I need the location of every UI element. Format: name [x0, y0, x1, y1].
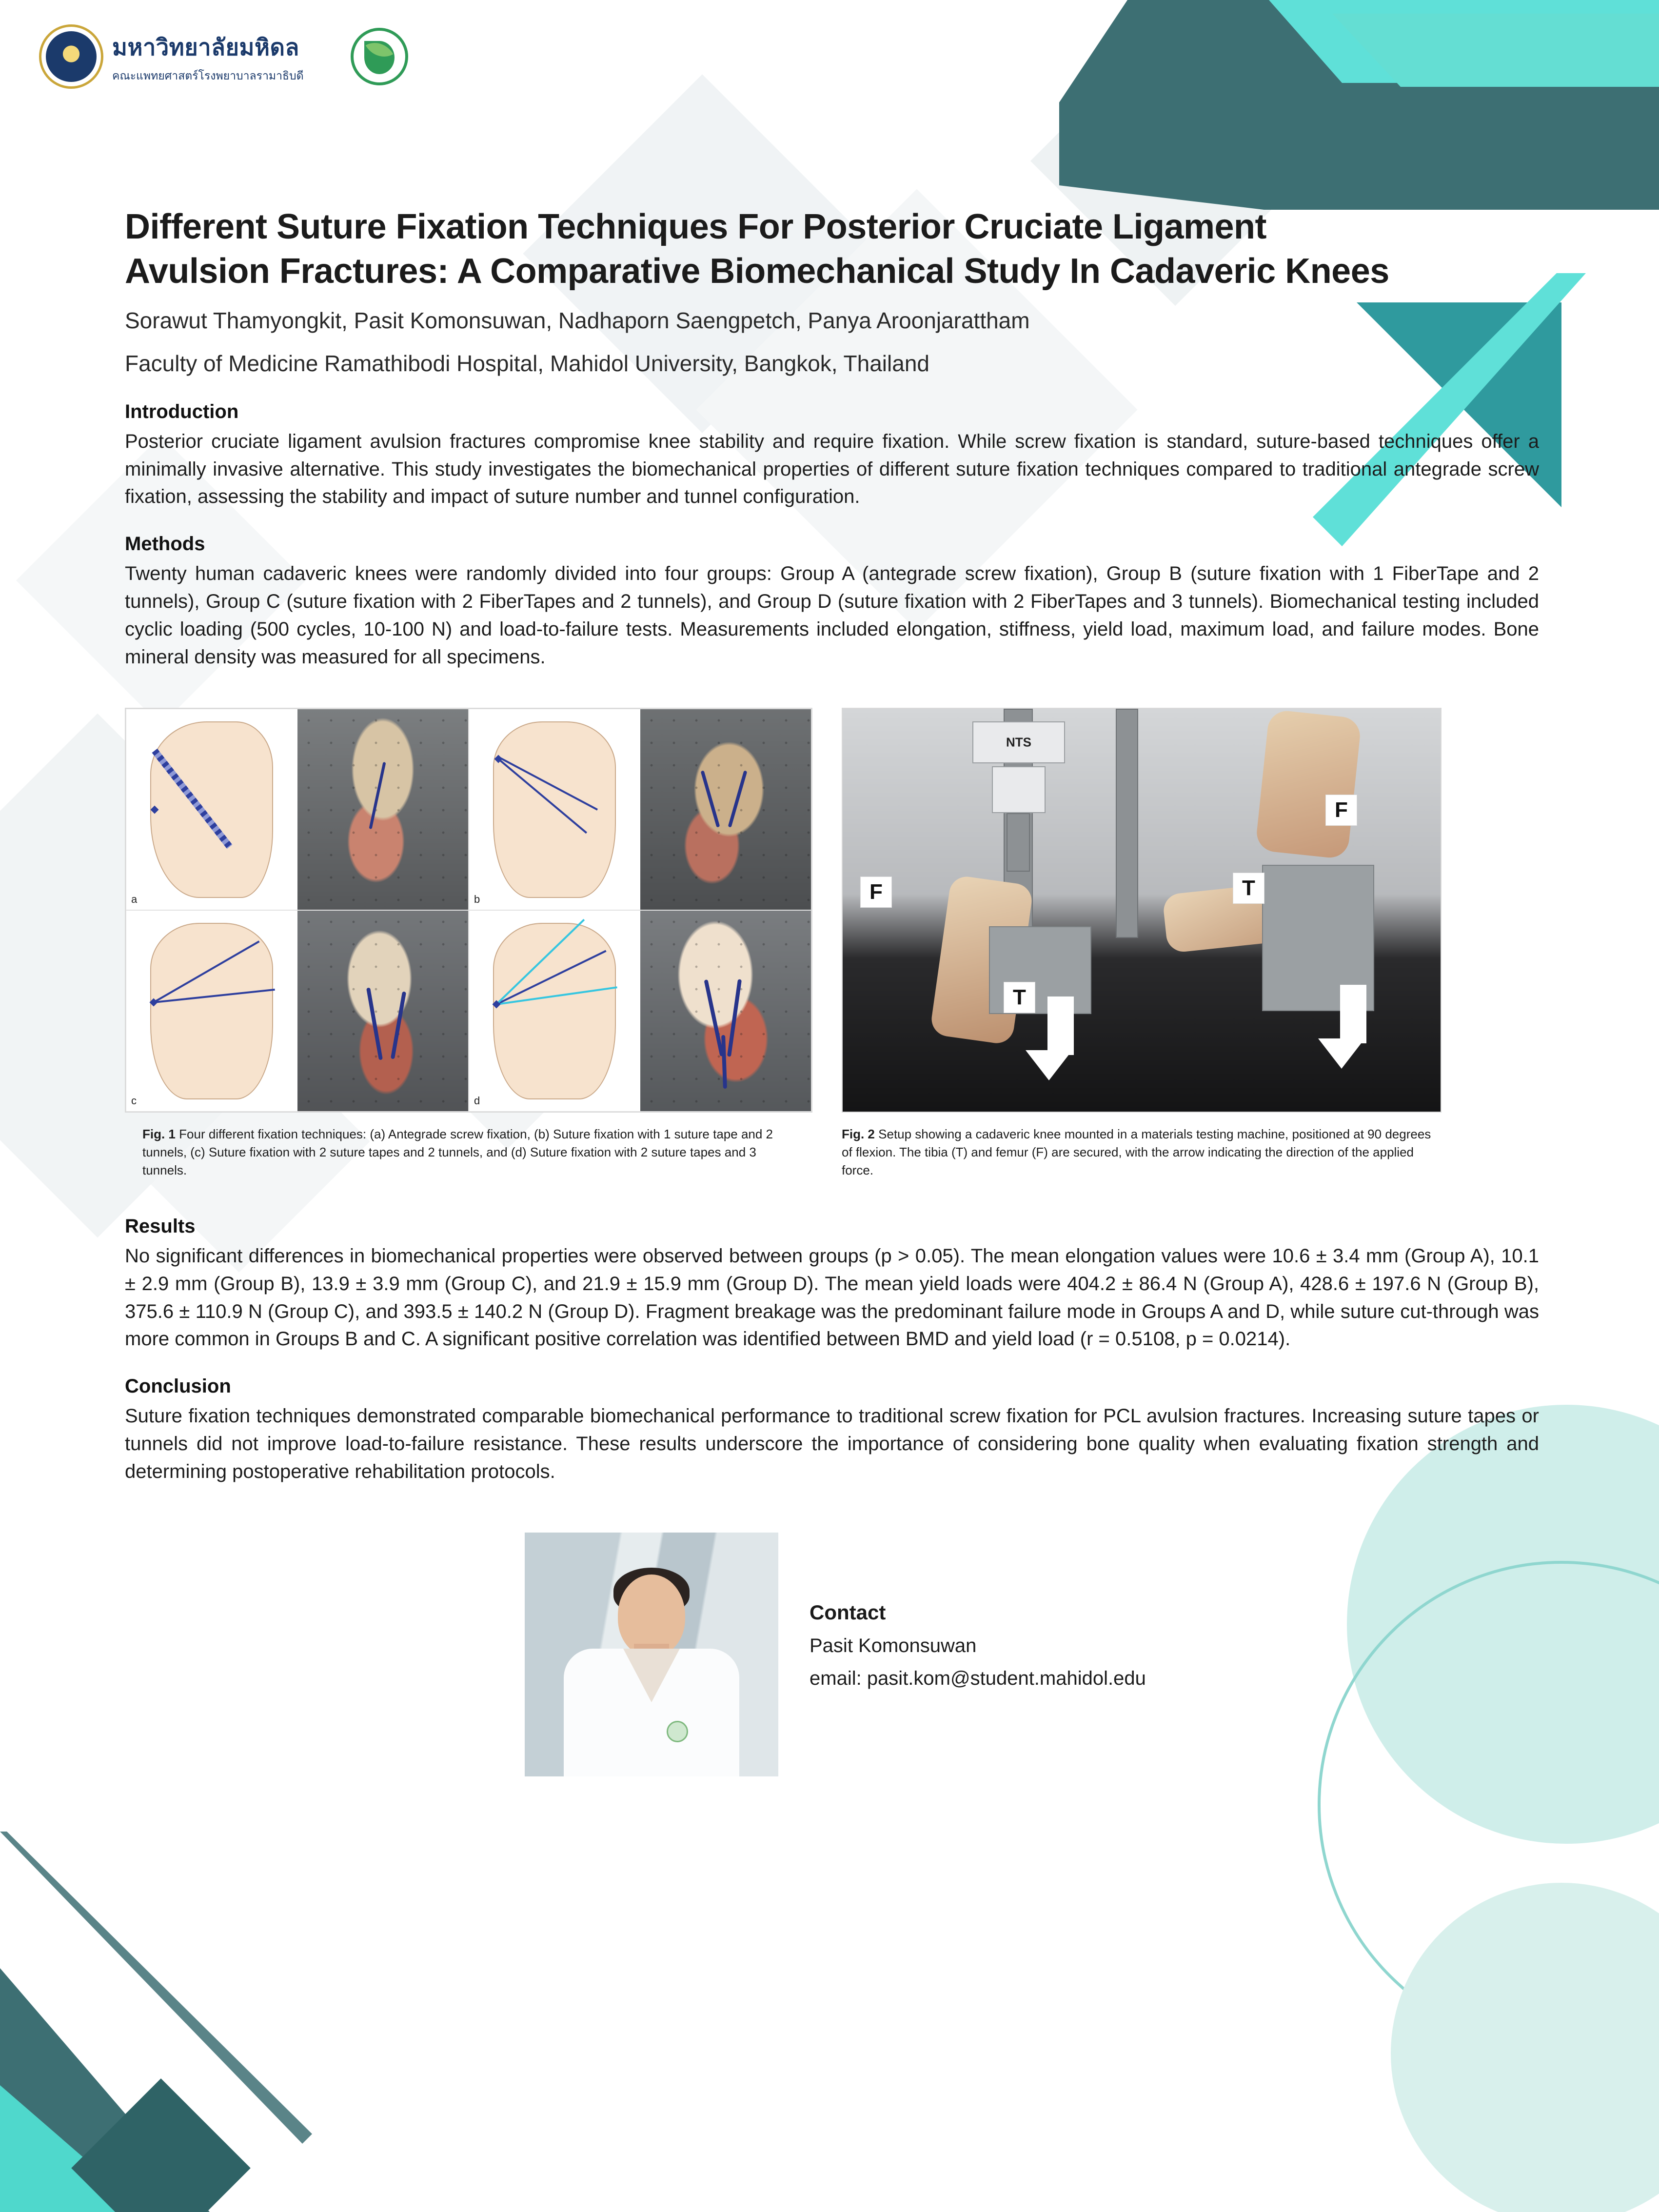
figure-2-caption-text: Setup showing a cadaveric knee mounted in a materials testing machine, positioned at 90 degrees of flexion. The tibia (T) and femur (F) are secured, with the arrow indicating the direction of the applied force.	[842, 1127, 1431, 1178]
panel-a-diagram	[126, 709, 297, 910]
figure-1-image	[125, 708, 812, 1113]
contact-section	[125, 1533, 1539, 1776]
logo-row	[39, 24, 408, 89]
figure-1-container	[125, 708, 812, 1179]
university-wordmark	[112, 29, 304, 85]
contact-name: Pasit Komonsuwan	[810, 1634, 977, 1656]
panel-c-diagram	[126, 911, 297, 1111]
results-heading: Results	[125, 1216, 196, 1237]
section-methods	[125, 533, 1539, 671]
figure-1-panel-c	[126, 910, 469, 1112]
force-arrow-right-head	[1318, 1038, 1365, 1069]
contact-email[interactable]: email: pasit.kom@student.mahidol.edu	[810, 1667, 1146, 1689]
testing-machine-column-2	[1116, 709, 1138, 938]
faculty-name-th: คณะแพทยศาสตร์โรงพยาบาลรามาธิบดี	[112, 69, 304, 82]
author-portrait	[525, 1533, 778, 1776]
panel-b-diagram	[469, 709, 640, 910]
figure-2-label: Fig. 2	[842, 1127, 875, 1142]
figure-1-panel-b	[469, 709, 811, 910]
figure-1-label: Fig. 1	[142, 1127, 176, 1142]
author-list: Sorawut Thamyongkit, Pasit Komonsuwan, Nadhaporn Saengpetch, Panya Aroonjarattham	[125, 308, 1030, 334]
tibia-tag-t-right: T	[1233, 873, 1264, 904]
university-name-th: มหาวิทยาลัยมหิดล	[112, 34, 299, 60]
panel-b-label: b	[474, 893, 480, 906]
figure-row	[125, 708, 1539, 1179]
femur-specimen	[1255, 709, 1362, 859]
force-arrow-left-shaft	[1047, 996, 1074, 1055]
panel-a-label: a	[131, 893, 138, 906]
coat-logo-icon	[667, 1721, 688, 1742]
section-results	[125, 1216, 1539, 1353]
figure-1-panel-a	[126, 709, 469, 910]
results-text: No significant differences in biomechanical properties were observed between groups (p > 0.05). The mean elongation values were 10.6 ± 3.4 mm (Group A), 10.1 ± 2.9 mm (Group B), 13.9 ± 3.9 mm (Group C), and 21.9 ± 15.9 mm (Group D). The mean yield loads were 404.2 ± 86.4 N (Group A), 428.6 ± 197.6 N (Group B), 375.6 ± 110.9 N (Group C), and 393.5 ± 140.2 N (Group D). Fragment breakage was the predominant failure mode in Groups A and D, while suture cut-through was more common in Groups B and C. A significant positive correlation was identified between BMD and yield load (r = 0.5108, p = 0.0214).	[125, 1245, 1539, 1350]
affiliation: Faculty of Medicine Ramathibodi Hospital, Mahidol University, Bangkok, Thailand	[125, 350, 929, 376]
contact-details	[810, 1533, 1146, 1700]
panel-b-photo	[640, 709, 811, 910]
femur-tag-f-right: F	[1325, 795, 1357, 826]
figure-2-caption	[842, 1125, 1442, 1179]
methods-heading: Methods	[125, 533, 205, 555]
force-arrow-left-head	[1026, 1050, 1072, 1080]
introduction-heading: Introduction	[125, 400, 239, 422]
poster-body	[125, 205, 1539, 1776]
panel-c-photo	[297, 911, 469, 1111]
section-conclusion	[125, 1375, 1539, 1485]
panel-a-photo	[297, 709, 469, 910]
figure-2-container	[842, 708, 1442, 1179]
figure-2-image	[842, 708, 1442, 1113]
contact-heading: Contact	[810, 1600, 886, 1624]
figure-1-caption	[125, 1125, 798, 1179]
actuator-rod	[1007, 813, 1030, 872]
femur-tag-f-left: F	[860, 877, 892, 908]
methods-text: Twenty human cadaveric knees were randomly divided into four groups: Group A (antegrade screw fixation), Group B (suture fixation with 1 FiberTape and 2 tunnels), Group C (suture fixation with 2 FiberTapes and 2 tunnels), and Group D (suture fixation with 2 FiberTapes and 3 tunnels). Biomechanical testing included cyclic loading (500 cycles, 10-100 N) and load-to-failure tests. Measurements included elongation, stiffness, yield load, maximum load, and failure modes. Bone mineral density was measured for all specimens.	[125, 563, 1539, 668]
tibia-tag-t-left: T	[1004, 982, 1035, 1013]
page-title: Different Suture Fixation Techniques For Posterior Cruciate Ligament Avulsion Fractures: A Comparative Biomechanical Study In Cadaveric Knees	[125, 207, 1389, 291]
load-cell	[992, 766, 1046, 813]
ramathibodi-leaf-logo-icon	[351, 28, 408, 85]
panel-d-photo	[640, 911, 811, 1111]
figure-1-panel-d	[469, 910, 811, 1112]
panel-c-label: c	[131, 1095, 137, 1107]
panel-d-diagram	[469, 911, 640, 1111]
conclusion-text: Suture fixation techniques demonstrated comparable biomechanical performance to traditional screw fixation for PCL avulsion fractures. Increasing suture tapes or tunnels did not improve load-to-failure resistance. These results underscore the importance of considering bone quality when evaluating fixation strength and determining postoperative rehabilitation protocols.	[125, 1405, 1539, 1482]
machine-brand-label: NTS	[1006, 735, 1031, 750]
section-introduction	[125, 401, 1539, 511]
figure-1-caption-text: Four different fixation techniques: (a) Antegrade screw fixation, (b) Suture fixation with 1 suture tape and 2 tunnels, (c) Suture fixation with 2 suture tapes and 2 tunnels, and (d) Suture fixation with 2 suture tapes and 3 tunnels.	[142, 1127, 773, 1178]
conclusion-heading: Conclusion	[125, 1375, 231, 1397]
mahidol-university-logo-icon	[39, 24, 103, 89]
machine-head	[972, 721, 1065, 763]
force-arrow-right-shaft	[1340, 985, 1366, 1043]
panel-d-label: d	[474, 1095, 480, 1107]
introduction-text: Posterior cruciate ligament avulsion fractures compromise knee stability and require fixation. While screw fixation is standard, suture-based techniques offer a minimally invasive alternative. This study investigates the biomechanical properties of different suture fixation techniques compared to traditional antegrade screw fixation, assessing the stability and impact of suture number and tunnel configuration.	[125, 430, 1539, 508]
